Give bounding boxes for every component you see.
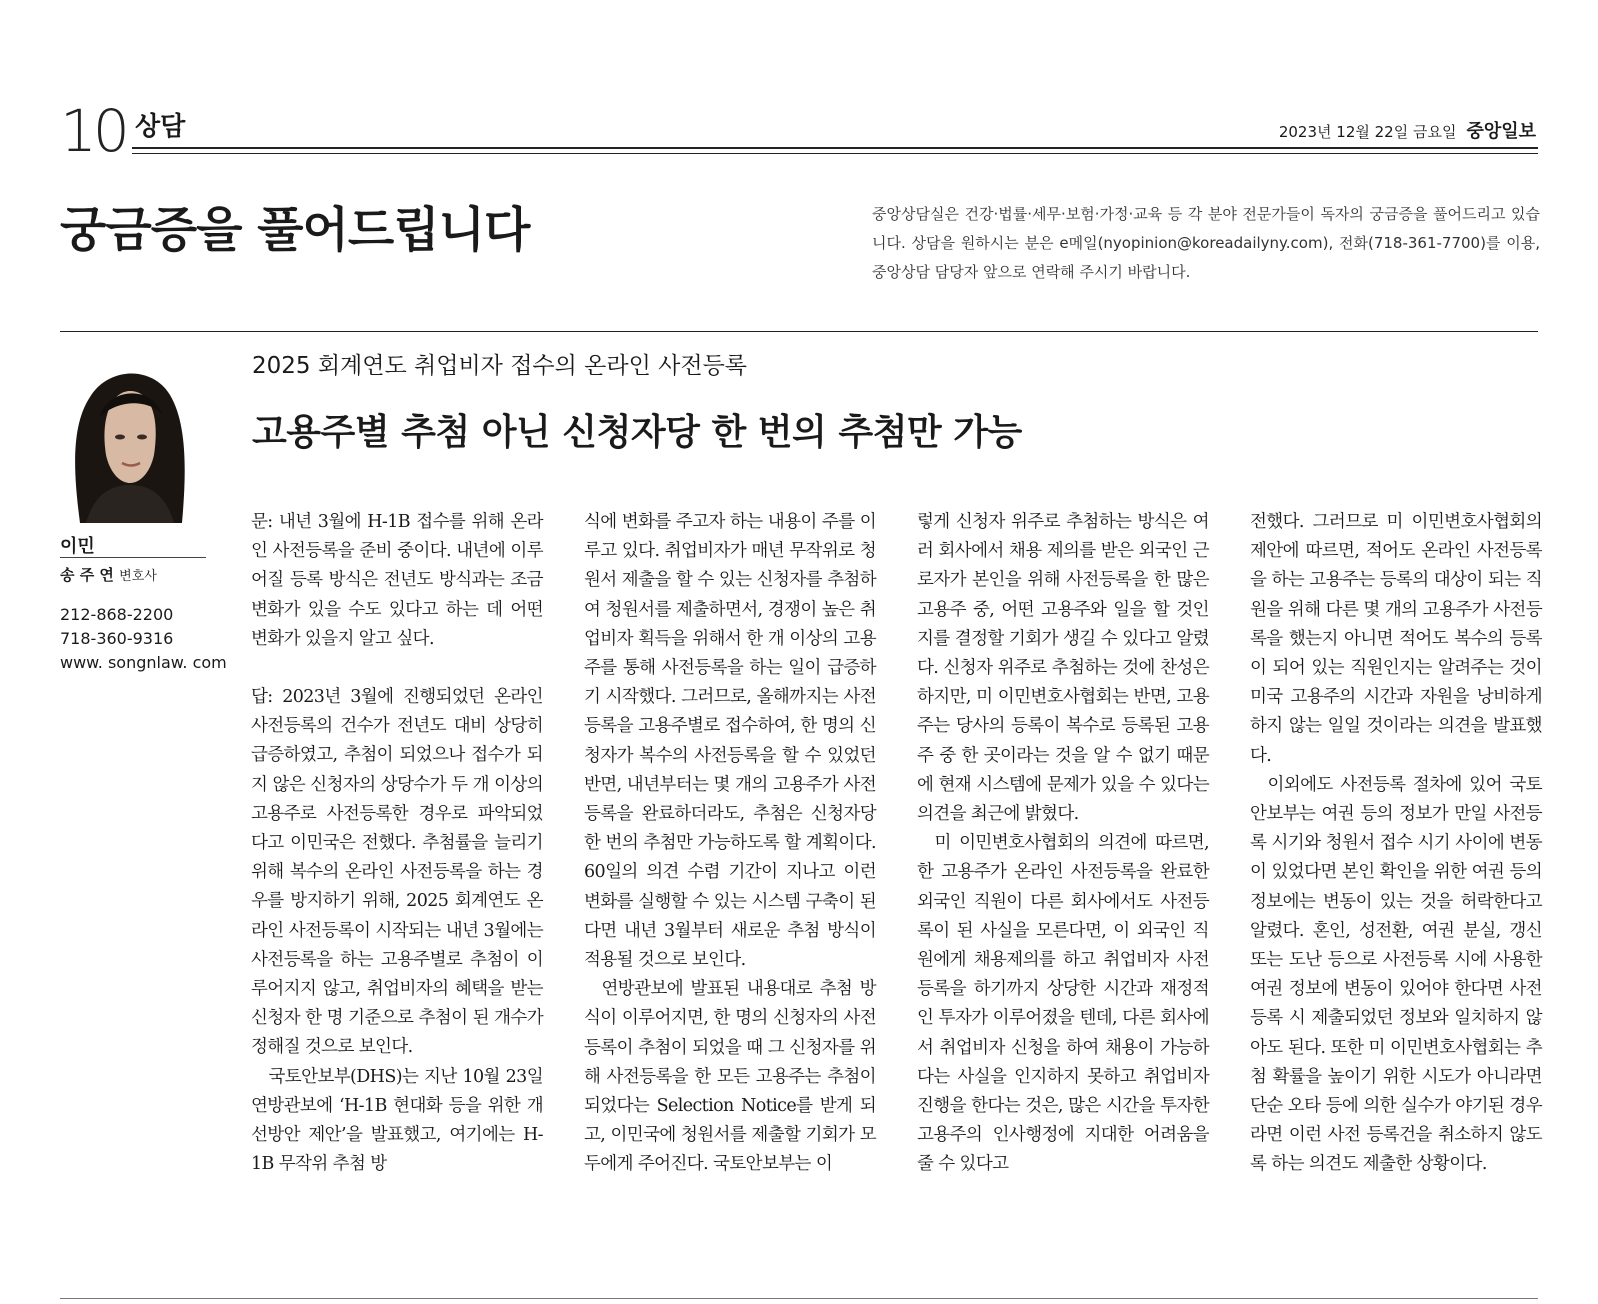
article-subhead: 2025 회계연도 취업비자 접수의 온라인 사전등록 — [252, 353, 748, 379]
author-byline — [60, 564, 157, 585]
author-name: 송 주 연 — [60, 566, 114, 584]
article-column-1 — [251, 508, 543, 1179]
article-column-2 — [584, 508, 876, 1180]
article-column-3 — [917, 508, 1209, 1180]
section-divider — [60, 331, 1538, 332]
author-contacts — [60, 603, 227, 675]
answer-paragraph: 답: 2023년 3월에 진행되었던 온라인 사전등록의 건수가 전년도 대비 상당히 급증하였고, 추첨이 되었으나 접수가 되지 않은 신청자의 상당수가 두 개 이상의 고용주로 사전등록한 경우로 파악되었다고 이민국은 전했다. 추첨률을 늘리기 위해 복수의 온라인 사전등록을 하는 경우를 방지하기 위해, 2025 회계연도 온라인 사전등록이 시작되는 내년 3월에는 사전등록을 하는 고용주별로 추첨이 이루어지지 않고, 취업비자의 혜택을 받는 신청자 한 명 기준으로 추첨이 된 개수가 정해질 것으로 보인다. — [251, 687, 543, 1058]
phone-2: 718-360-9316 — [60, 629, 174, 648]
masthead-logo: 중앙일보 — [1466, 121, 1536, 142]
header-date-row — [1279, 122, 1536, 142]
footer-rule — [60, 1298, 1538, 1299]
body-paragraph: 렇게 신청자 위주로 추첨하는 방식은 여러 회사에서 채용 제의를 받은 외국인 근로자가 본인을 위해 사전등록을 한 많은 고용주 중, 어떤 고용주와 일을 할 것인지를 결정할 기회가 생길 수 있다고 알렸다. 신청자 위주로 추첨하는 것에 찬성은 하지만, 미 이민변호사협회는 반면, 고용주는 당사의 등록이 복수로 등록된 고용주 중 한 곳이라는 것을 알 수 없기 때문에 현재 시스템에 문제가 있을 수 있다는 의견을 최근에 밝혔다. — [917, 512, 1209, 825]
author-title: 변호사 — [119, 569, 157, 584]
issue-date: 2023년 12월 22일 금요일 — [1278, 123, 1457, 141]
body-paragraph: 전했다. 그러므로 미 이민변호사협회의 제안에 따르면, 적어도 온라인 사전등록을 하는 고용주는 등록의 대상이 되는 직원을 위해 다른 몇 개의 고용주가 사전등록을 했는지 아니면 적어도 복수의 등록이 되어 있는 직원인지는 알려주는 것이 미국 고용주의 시간과 자원을 낭비하게 하지 않는 일일 것이라는 의견을 발표했다. — [1250, 512, 1542, 766]
body-paragraph: 국토안보부(DHS)는 지난 10월 23일 연방관보에 ‘H-1B 현대화 등을 위한 개선방안 제안’을 발표했고, 여기에는 H-1B 무작위 추첨 방 — [251, 1066, 543, 1175]
body-paragraph: 식에 변화를 주고자 하는 내용이 주를 이루고 있다. 취업비자가 매년 무작위로 청원서 제출을 할 수 있는 신청자를 추첨하여 청원서를 제출하면서, 경쟁이 높은 취업비자 획득을 위해서 한 개 이상의 고용주를 통해 사전등록을 하는 일이 급증하기 시작했다. 그러므로, 올해까지는 사전등록을 고용주별로 접수하여, 한 명의 신청자가 복수의 사전등록을 할 수 있었던 반면, 내년부터는 몇 개의 고용주가 사전등록을 완료하더라도, 추첨은 신청자당 한 번의 추첨만 가능하도록 할 계획이다. 60일의 의견 수렴 기간이 지나고 이런 변화를 실행할 수 있는 시스템 구축이 된다면 내년 3월부터 새로운 추첨 방식이 적용될 것으로 보인다. — [584, 512, 876, 971]
header-rule — [132, 147, 1538, 149]
phone-1: 212-868-2200 — [60, 605, 174, 624]
page-number: 10 — [60, 97, 126, 165]
author-rule — [60, 557, 206, 558]
article-column-4 — [1250, 508, 1542, 1180]
header-rule-thin — [132, 153, 1538, 154]
article-title: 고용주별 추첨 아닌 신청자당 한 번의 추첨만 가능 — [252, 411, 1022, 453]
section-label: 상담 — [135, 112, 186, 142]
banner-intro: 중앙상담실은 건강·법률·세무·보험·가정·교육 등 각 분야 전문가들이 독자의 궁금증을 풀어드리고 있습니다. 상담을 원하시는 분은 e메일(nyopinion@koreadailyny.com), 전화(718-361-7700)를 이용, 중앙상담 담당자 앞으로 연락해 주시기 바랍니다. — [872, 205, 1540, 281]
banner-title: 궁금증을 풀어드립니다 — [60, 202, 530, 258]
body-paragraph: 연방관보에 발표된 내용대로 추첨 방식이 이루어지면, 한 명의 신청자의 사전등록이 추첨이 되었을 때 그 신청자를 위해 사전등록을 한 모든 고용주는 추첨이 되었다는 Selection Notice를 받게 되고, 이민국에 청원서를 제출할 기회가 모두에게 주어진다. 국토안보부는 이 — [584, 979, 876, 1175]
author-website: www. songnlaw. com — [60, 653, 227, 672]
author-photo — [60, 357, 198, 523]
body-paragraph: 미 이민변호사협회의 의견에 따르면, 한 고용주가 온라인 사전등록을 완료한 외국인 직원이 다른 회사에서도 사전등록이 된 사실을 모른다면, 이 외국인 직원에게 채용제의를 하고 취업비자 사전등록을 하기까지 상당한 시간과 재정적인 투자가 이루어졌을 텐데, 다른 회사에서 취업비자 신청을 하여 채용이 가능하다는 사실을 인지하지 못하고 취업비자 진행을 한다는 것은, 많은 시간을 투자한 고용주의 인사행정에 지대한 어려움을 줄 수 있다고 — [917, 833, 1209, 1175]
question-paragraph: 문: 내년 3월에 H-1B 접수를 위해 온라인 사전등록을 준비 중이다. 내년에 이루어질 등록 방식은 전년도 방식과는 조금 변화가 있을 수도 있다고 하는 데 어떤 변화가 있을지 알고 싶다. — [251, 512, 543, 649]
column-category: 이민 — [60, 536, 95, 557]
body-paragraph: 이외에도 사전등록 절차에 있어 국토안보부는 여권 등의 정보가 만일 사전등록 시기와 청원서 접수 시기 사이에 변동이 있었다면 본인 확인을 위한 여권 등의 정보에는 변동이 있는 것을 허락한다고 알렸다. 혼인, 성전환, 여권 분실, 갱신 또는 도난 등으로 사전등록 시에 사용한 여권 정보에 변동이 있어야 한다면 사전등록 시 제출되었던 정보와 일치하지 않아도 된다. 또한 미 이민변호사협회는 추첨 확률을 높이기 위한 시도가 아니라면 단순 오타 등에 의한 실수가 야기된 경우라면 이런 사전 등록건을 취소하지 않도록 하는 의견도 제출한 상황이다. — [1250, 774, 1542, 1175]
